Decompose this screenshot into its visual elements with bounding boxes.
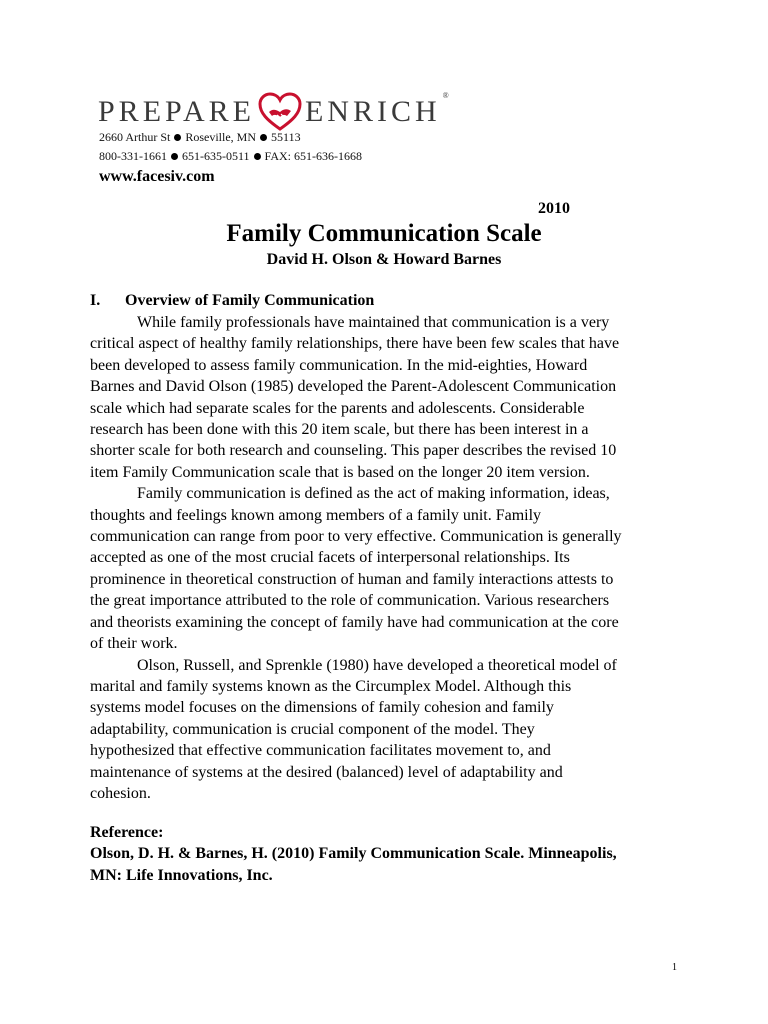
paragraph-line: been developed to assess family communication. In the mid-eighties, Howard — [90, 356, 588, 374]
paragraph-line: the great importance attributed to the role of communication. Various researchers — [90, 592, 610, 610]
section-heading — [90, 292, 374, 310]
phone-2: 651-635-0511 — [182, 149, 250, 163]
paragraph-line: While family professionals have maintained that communication is a very — [137, 314, 610, 331]
heart-hands-icon — [257, 92, 303, 132]
section-title: Overview of Family Communication — [125, 292, 375, 309]
paragraph-3 — [90, 655, 690, 805]
paragraph-line: prominence in theoretical construction of human and family interactions attests to — [90, 570, 614, 588]
address-line-2 — [99, 149, 362, 163]
fax: FAX: 651-636-1668 — [264, 149, 362, 163]
reference-line: MN: Life Innovations, Inc. — [90, 866, 273, 884]
paragraph-line: scale which had separate scales for the parents and adolescents. Considerable — [90, 399, 585, 417]
paragraph-line: shorter scale for both research and counseling. This paper describes the revised 10 — [90, 442, 617, 460]
bullet-icon — [171, 153, 178, 160]
paragraph-line: Barnes and David Olson (1985) developed the Parent-Adolescent Communication — [90, 378, 617, 396]
phone-1: 800-331-1661 — [99, 149, 167, 163]
paragraph-line: marital and family systems known as the Circumplex Model. Although this — [90, 677, 572, 695]
paragraph-line: research has been done with this 20 item scale, but there has been interest in a — [90, 421, 589, 439]
bullet-icon — [254, 153, 261, 160]
paragraph-line: cohesion. — [90, 784, 151, 802]
bullet-icon — [260, 134, 267, 141]
document-year: 2010 — [538, 200, 570, 217]
paragraph-line: thoughts and feelings known among members of a family unit. Family — [90, 506, 542, 524]
reference-block — [90, 822, 690, 886]
registered-mark: ® — [442, 91, 449, 100]
paragraph-line: accepted as one of the most crucial facets of interpersonal relationships. Its — [90, 549, 570, 567]
paragraph-line: Olson, Russell, and Sprenkle (1980) have developed a theoretical model of — [137, 656, 617, 674]
reference-label: Reference: — [90, 824, 164, 841]
paragraph-2 — [90, 483, 690, 654]
reference-line: Olson, D. H. & Barnes, H. (2010) Family Communication Scale. Minneapolis, — [90, 845, 617, 863]
bullet-icon — [174, 134, 181, 141]
paragraph-line: hypothesized that effective communication facilitates movement to, and — [90, 742, 551, 760]
paragraph-line: adaptability, communication is crucial component of the model. They — [90, 720, 535, 738]
paragraph-line: critical aspect of healthy family relationships, there have been few scales that have — [90, 335, 620, 353]
paragraph-line: maintenance of systems at the desired (balanced) level of adaptability and — [90, 763, 563, 781]
paragraph-line: item Family Communication scale that is based on the longer 20 item version. — [90, 463, 590, 481]
zip: 55113 — [271, 130, 301, 144]
city: Roseville, MN — [185, 130, 257, 144]
document-title: Family Communication Scale — [226, 220, 542, 247]
paragraph-1 — [90, 312, 690, 483]
logo-text-right: ENRICH — [304, 95, 441, 128]
paragraph-line: and theorists examining the concept of family have had communication at the core — [90, 613, 619, 631]
section-number: I. — [90, 292, 101, 309]
body-text — [90, 312, 690, 804]
document-authors: David H. Olson & Howard Barnes — [266, 251, 502, 268]
page-number: 1 — [672, 962, 677, 973]
address-line-1 — [99, 130, 301, 144]
paragraph-line: Family communication is defined as the act of making information, ideas, — [137, 485, 610, 503]
paragraph-line: of their work. — [90, 635, 178, 653]
prepare-enrich-logo — [98, 92, 449, 132]
website-link[interactable]: www.facesiv.com — [99, 168, 215, 185]
paragraph-line: systems model focuses on the dimensions of family cohesion and family — [90, 699, 554, 717]
paragraph-line: communication can range from poor to very effective. Communication is generally — [90, 528, 622, 546]
street: 2660 Arthur St — [99, 130, 171, 144]
logo-text-left: PREPARE — [98, 95, 255, 128]
